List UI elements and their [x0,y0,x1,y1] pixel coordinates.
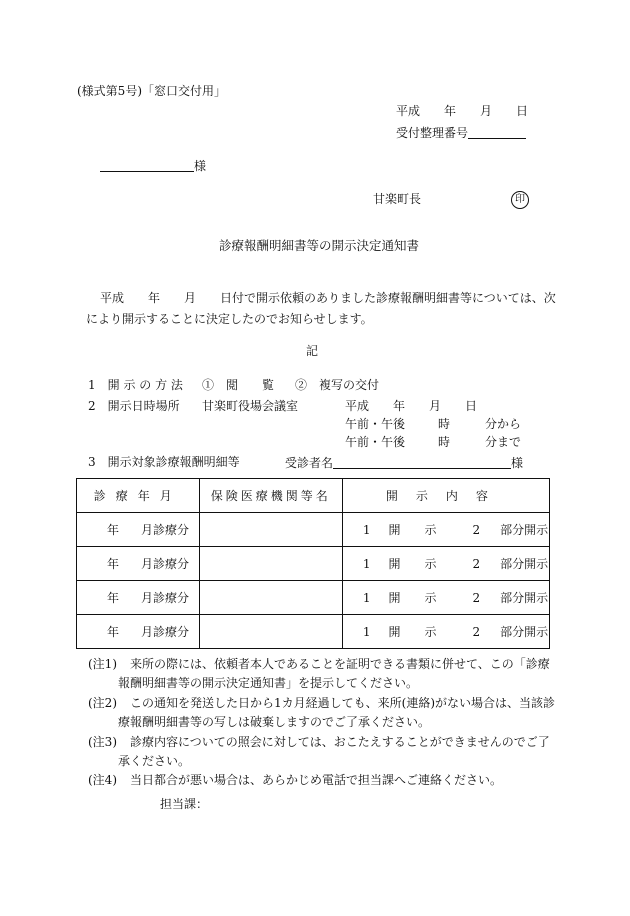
disclosure-kind-cell: 1 開 示 2 部分開示 [342,513,549,547]
note-label: (注4) [88,773,117,787]
item3-label: 3 開示対象診療報酬明細等 [88,455,240,469]
item1-label: 1 開 示 の 方 法 [88,378,183,392]
item1-option-copy: ② 複写の交付 [295,378,380,392]
treatment-month-cell: 年 月診療分 [77,615,200,649]
form-number: (様式第5号)「窓口交付用」 [77,84,226,98]
treatment-month-cell: 年 月診療分 [77,581,200,615]
addressee-blank [100,159,194,172]
disclosure-kind-cell: 1 開 示 2 部分開示 [342,581,549,615]
issuer: 甘楽町長 [373,192,422,206]
addressee [100,159,206,172]
note-line: 療報酬明細書等の写しは破棄しますのでご了承ください。 [118,715,431,729]
disclosure-kind-cell: 1 開 示 2 部分開示 [342,547,549,581]
date-line: 平成 年 月 日 [396,104,529,118]
body-line-2: により開示することに決定したのでお知らせします。 [86,312,373,326]
document-title: 診療報酬明細書等の開示決定通知書 [219,238,420,253]
note-label: (注1) [88,657,117,671]
note-label: (注3) [88,735,117,749]
institution-cell [199,513,342,547]
item2-to-suffix: 分まで [485,435,522,449]
institution-cell [199,615,342,649]
note-line: 診療内容についての照会に対しては、おこたえすることができませんのでご了 [130,735,550,749]
note-line: 当日都合が悪い場合は、あらかじめ電話で担当課へご連絡ください。 [130,773,503,787]
table-header-row [77,479,550,513]
reception-label: 受付整理番号 [396,126,469,140]
item2-label: 2 開示日時場所 [88,399,180,413]
institution-cell [199,547,342,581]
item2-from-suffix: 分から [485,417,522,431]
table-row [77,581,550,615]
item3-patient [285,456,523,469]
item2-from-ampm: 午前・午後 [345,417,406,431]
patient-name-blank [333,456,511,469]
header-disclosure-content: 開示内容 [342,479,549,513]
item2-from-hour: 時 [438,417,451,431]
reception-number-blank [468,126,526,139]
header-institution: 保険医療機関等名 [199,479,342,513]
item2-to-ampm: 午前・午後 [345,435,406,449]
item2-place: 甘楽町役場会議室 [202,399,299,413]
note-line: 報酬明細書等の開示決定通知書」を提示してください。 [118,676,419,690]
table-row [77,615,550,649]
table-row [77,547,550,581]
item2-date: 平成 年 月 日 [345,399,478,413]
disclosure-kind-cell: 1 開 示 2 部分開示 [342,615,549,649]
body-line-1: 平成 年 月 日付で開示依頼のありました診療報酬明細書等については、次 [100,291,556,305]
reception-number [396,126,526,139]
note-line: 来所の際には、依頼者本人であることを証明できる書類に併せて、この「診療 [130,657,550,671]
patient-suffix: 様 [511,456,524,470]
patient-label: 受診者名 [285,456,334,470]
item2-to-hour: 時 [438,435,451,449]
note-label: (注2) [88,696,117,710]
contact-label: 担当課： [160,797,209,811]
note-line: 承ください。 [118,754,191,768]
table-row [77,513,550,547]
addressee-suffix: 様 [194,159,207,173]
institution-cell [199,581,342,615]
note-line: この通知を発送した日から1カ月経過しても、来所(連絡)がない場合は、当該診 [130,696,556,710]
disclosure-table [76,478,550,649]
ki-heading: 記 [306,344,319,358]
seal-mark: 印 [511,191,529,209]
header-treatment-month: 診療年月 [77,479,200,513]
treatment-month-cell: 年 月診療分 [77,513,200,547]
item1-option-view: ① 閲 覧 [202,378,275,392]
treatment-month-cell: 年 月診療分 [77,547,200,581]
